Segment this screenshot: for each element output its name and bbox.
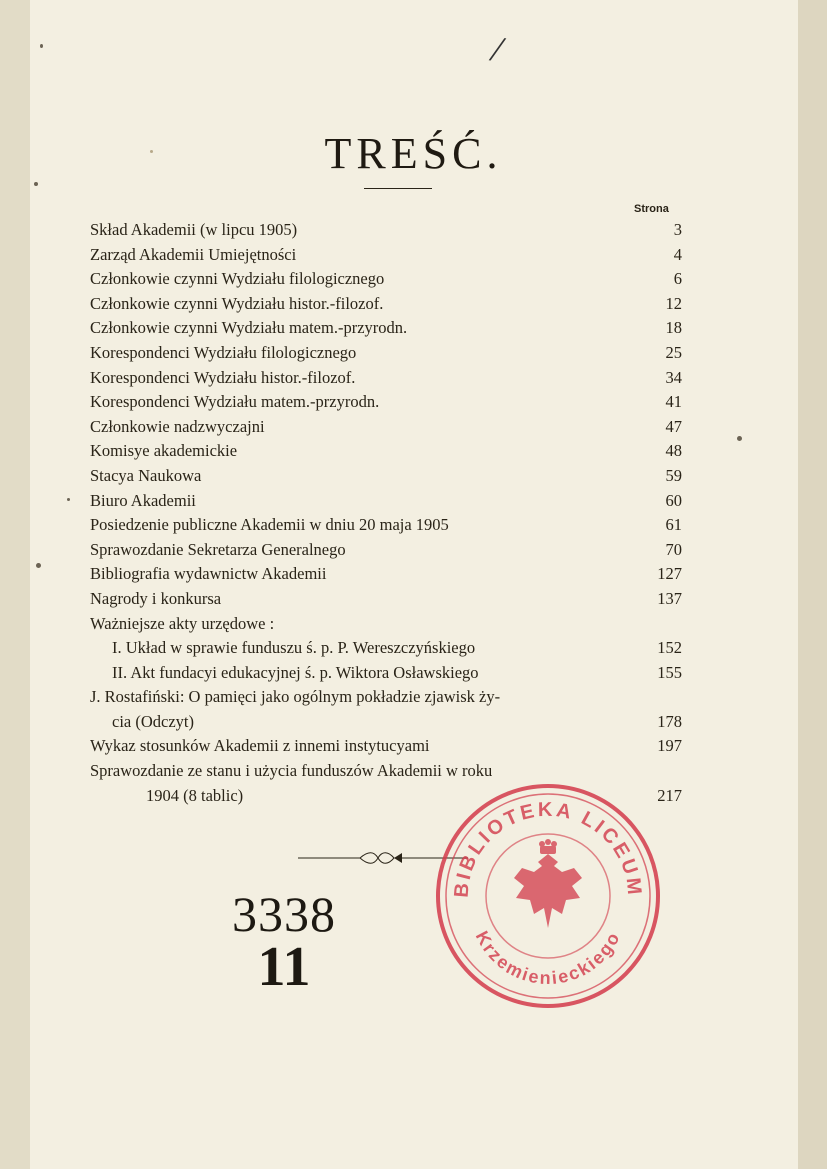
toc-entry: [90, 267, 682, 292]
toc-entry-page: 61: [660, 513, 683, 538]
toc-entry-title: Członkowie czynni Wydziału filologicznego: [90, 269, 390, 288]
toc-entry-page: 41: [660, 390, 683, 415]
toc-entry-page: 178: [651, 710, 682, 735]
shelf-mark-number: 3338: [232, 886, 336, 942]
toc-entry: [90, 366, 682, 391]
toc-entry-page: 127: [651, 562, 682, 587]
toc-entry-title: Bibliografia wydawnictw Akademii: [90, 564, 332, 583]
lecture-title-line2: cia (Odczyt): [112, 712, 200, 731]
toc-entry: [90, 710, 682, 735]
toc-subentry: [90, 661, 682, 686]
toc-entry-page: 25: [660, 341, 683, 366]
toc-entry-title: Korespondenci Wydziału matem.-przyrodn.: [90, 392, 385, 411]
toc-entry-page: 12: [660, 292, 683, 317]
lecture-title-line1: J. Rostafiński: O pamięci jako ogólnym pokładzie zjawisk ży-: [90, 687, 506, 706]
title-rule: [364, 188, 432, 189]
toc-entry-line1: [90, 685, 682, 710]
toc-entry: [90, 562, 682, 587]
toc-entry-title: Członkowie czynni Wydziału matem.-przyrodn.: [90, 318, 413, 337]
toc-entry: [90, 292, 682, 317]
toc-entry-page: 155: [651, 661, 682, 686]
toc-entry: [90, 415, 682, 440]
toc-entry: [90, 218, 682, 243]
toc-entry: [90, 243, 682, 268]
toc-entry: [90, 316, 682, 341]
toc-entry-title: Członkowie nadzwyczajni: [90, 417, 271, 436]
funds-title-line2: 1904 (8 tablic): [146, 786, 249, 805]
acts-heading: Ważniejsze akty urzędowe :: [90, 614, 280, 633]
pencil-mark: /: [489, 28, 505, 70]
svg-text:BIBLIOTEKA LICEUM: BIBLIOTEKA LICEUM: [450, 798, 646, 899]
toc-entry: [90, 439, 682, 464]
toc-entry: [90, 587, 682, 612]
svg-text:Krzemienieckiego: Krzemienieckiego: [471, 927, 625, 989]
toc-entry-page: 3: [668, 218, 682, 243]
toc-entry-page: 59: [660, 464, 683, 489]
toc-entry-title: Nagrody i konkursa: [90, 589, 227, 608]
toc-entry-title: Sprawozdanie Sekretarza Generalnego: [90, 540, 352, 559]
toc-entry-page: 60: [660, 489, 683, 514]
toc-entry-title: Korespondenci Wydziału histor.-filozof.: [90, 368, 361, 387]
toc-entry-title: Korespondenci Wydziału filologicznego: [90, 343, 362, 362]
toc-entry-title: Stacya Naukowa: [90, 466, 207, 485]
toc-entry-title: Komisye akademickie: [90, 441, 243, 460]
toc-section-heading: [90, 612, 682, 637]
table-of-contents: [90, 218, 682, 808]
toc-entry-page: 217: [651, 784, 682, 809]
shelf-mark-volume: 11: [257, 936, 311, 998]
toc-entry-page: 6: [668, 267, 682, 292]
toc-entry-page: 137: [651, 587, 682, 612]
shelf-mark: [232, 886, 336, 998]
toc-entry-title: II. Akt fundacyi edukacyjnej ś. p. Wiktora Osławskiego: [112, 663, 485, 682]
toc-entry-page: 34: [660, 366, 683, 391]
toc-entry: [90, 513, 682, 538]
toc-entry-title: Członkowie czynni Wydziału histor.-filozof.: [90, 294, 389, 313]
funds-title-line1: Sprawozdanie ze stanu i użycia funduszów Akademii w roku: [90, 761, 498, 780]
toc-entry: [90, 489, 682, 514]
toc-entry-title: Skład Akademii (w lipcu 1905): [90, 220, 303, 239]
toc-entry-title: Wykaz stosunków Akademii z innemi instytucyami: [90, 736, 436, 755]
toc-entry: [90, 464, 682, 489]
toc-entry-line1: [90, 759, 682, 784]
toc-subentry: [90, 636, 682, 661]
page-column-label: Strona: [634, 203, 669, 215]
toc-entry: [90, 341, 682, 366]
toc-entry-title: Zarząd Akademii Umiejętności: [90, 245, 302, 264]
toc-entry-page: 152: [651, 636, 682, 661]
page-title: TREŚĆ.: [324, 129, 503, 178]
toc-entry-page: 4: [668, 243, 682, 268]
toc-entry-page: 197: [651, 734, 682, 759]
toc-entry: [90, 734, 682, 759]
toc-entry: [90, 390, 682, 415]
toc-entry-page: 18: [660, 316, 683, 341]
toc-entry-page: 47: [660, 415, 683, 440]
toc-entry-title: I. Układ w sprawie funduszu ś. p. P. Wereszczyńskiego: [112, 638, 481, 657]
toc-entry-page: 70: [660, 538, 683, 563]
toc-entry-title: Posiedzenie publiczne Akademii w dniu 20 maja 1905: [90, 515, 455, 534]
library-stamp: [434, 782, 662, 1010]
toc-entry-title: Biuro Akademii: [90, 491, 202, 510]
eagle-emblem-icon: [514, 839, 582, 928]
toc-entry: [90, 538, 682, 563]
toc-entry-page: 48: [660, 439, 683, 464]
